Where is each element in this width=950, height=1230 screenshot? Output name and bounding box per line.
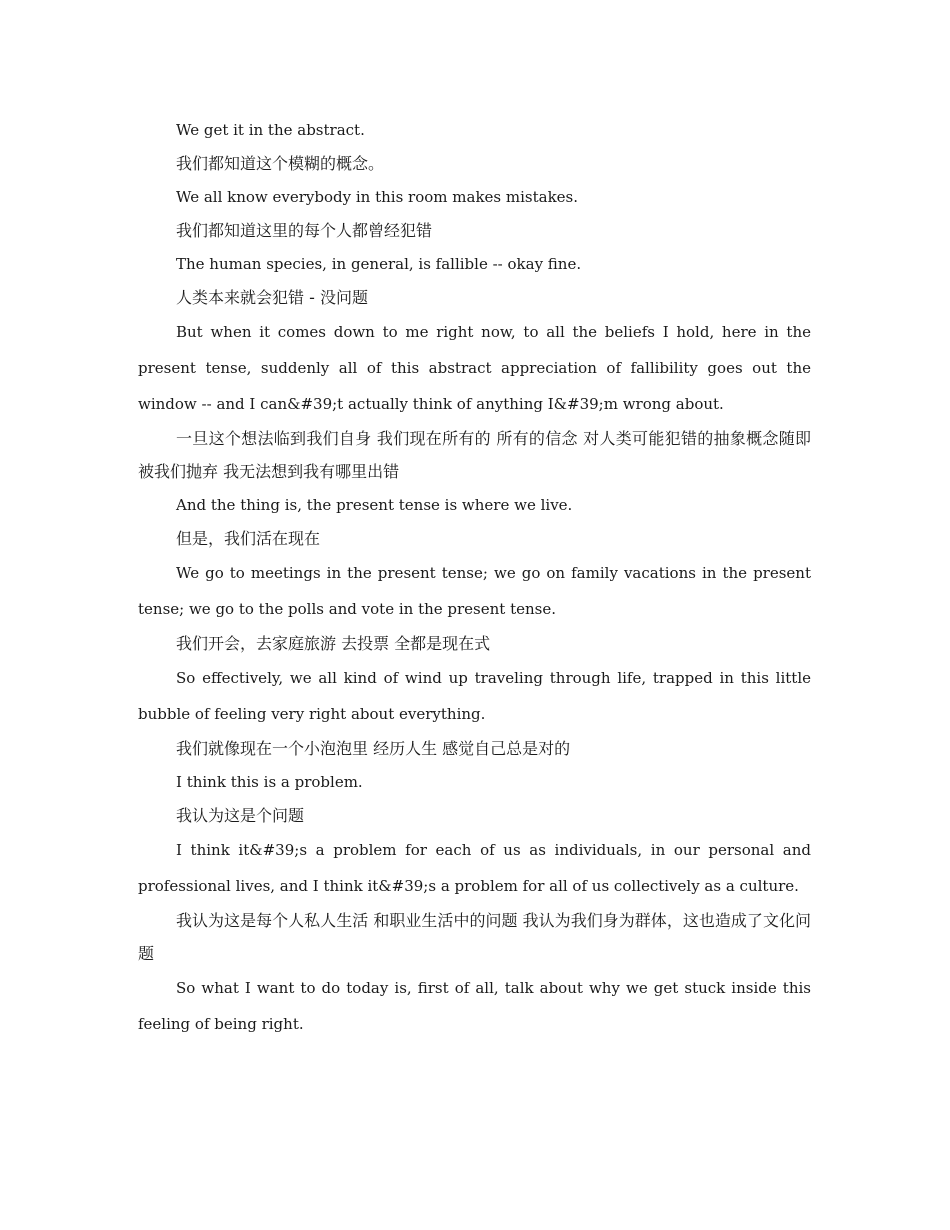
paragraph-en: I think this is a problem.	[176, 773, 363, 791]
paragraph-zh: 我们就像现在一个小泡泡里 经历人生 感觉自己总是对的	[176, 739, 571, 758]
paragraph-en: But when it comes down to me right now, to all the beliefs I hold, here in the present tense, suddenly all of this abstract appreciation of fallibility goes out the window -- and I can&#39;t actually think of anything I&#39;m wrong about.	[138, 323, 811, 413]
paragraph-zh: 但是，我们活在现在	[176, 529, 321, 548]
paragraph-en: The human species, in general, is fallible -- okay fine.	[176, 255, 582, 273]
paragraph-en: So what I want to do today is, first of all, talk about why we get stuck inside this feeling of being right.	[138, 979, 811, 1033]
paragraph-en: And the thing is, the present tense is where we live.	[176, 496, 573, 514]
paragraph-zh: 我认为这是每个人私人生活 和职业生活中的问题 我认为我们身为群体，这也造成了文化问题	[138, 911, 811, 963]
paragraph-en: We go to meetings in the present tense; we go on family vacations in the present tense; we go to the polls and vote in the present tense.	[138, 564, 811, 618]
paragraph-zh: 我们都知道这里的每个人都曾经犯错	[176, 221, 433, 240]
paragraph-zh: 人类本来就会犯错 - 没问题	[176, 288, 368, 307]
paragraph-zh: 我们开会，去家庭旅游 去投票 全都是现在式	[176, 634, 491, 653]
paragraph-zh: 我认为这是个问题	[176, 806, 305, 825]
paragraph-zh: 一旦这个想法临到我们自身 我们现在所有的 所有的信念 对人类可能犯错的抽象概念随即被我们抛弃 我无法想到我有哪里出错	[138, 429, 811, 481]
document-page	[138, 113, 811, 1042]
paragraph-zh: 我们都知道这个模糊的概念。	[176, 154, 385, 173]
paragraph-en: I think it&#39;s a problem for each of us as individuals, in our personal and professional lives, and I think it&#39;s a problem for all of us collectively as a culture.	[138, 841, 811, 895]
paragraph-en: So effectively, we all kind of wind up traveling through life, trapped in this little bubble of feeling very right about everything.	[138, 669, 811, 723]
paragraph-en: We get it in the abstract.	[176, 121, 365, 139]
paragraph-en: We all know everybody in this room makes mistakes.	[176, 188, 579, 206]
